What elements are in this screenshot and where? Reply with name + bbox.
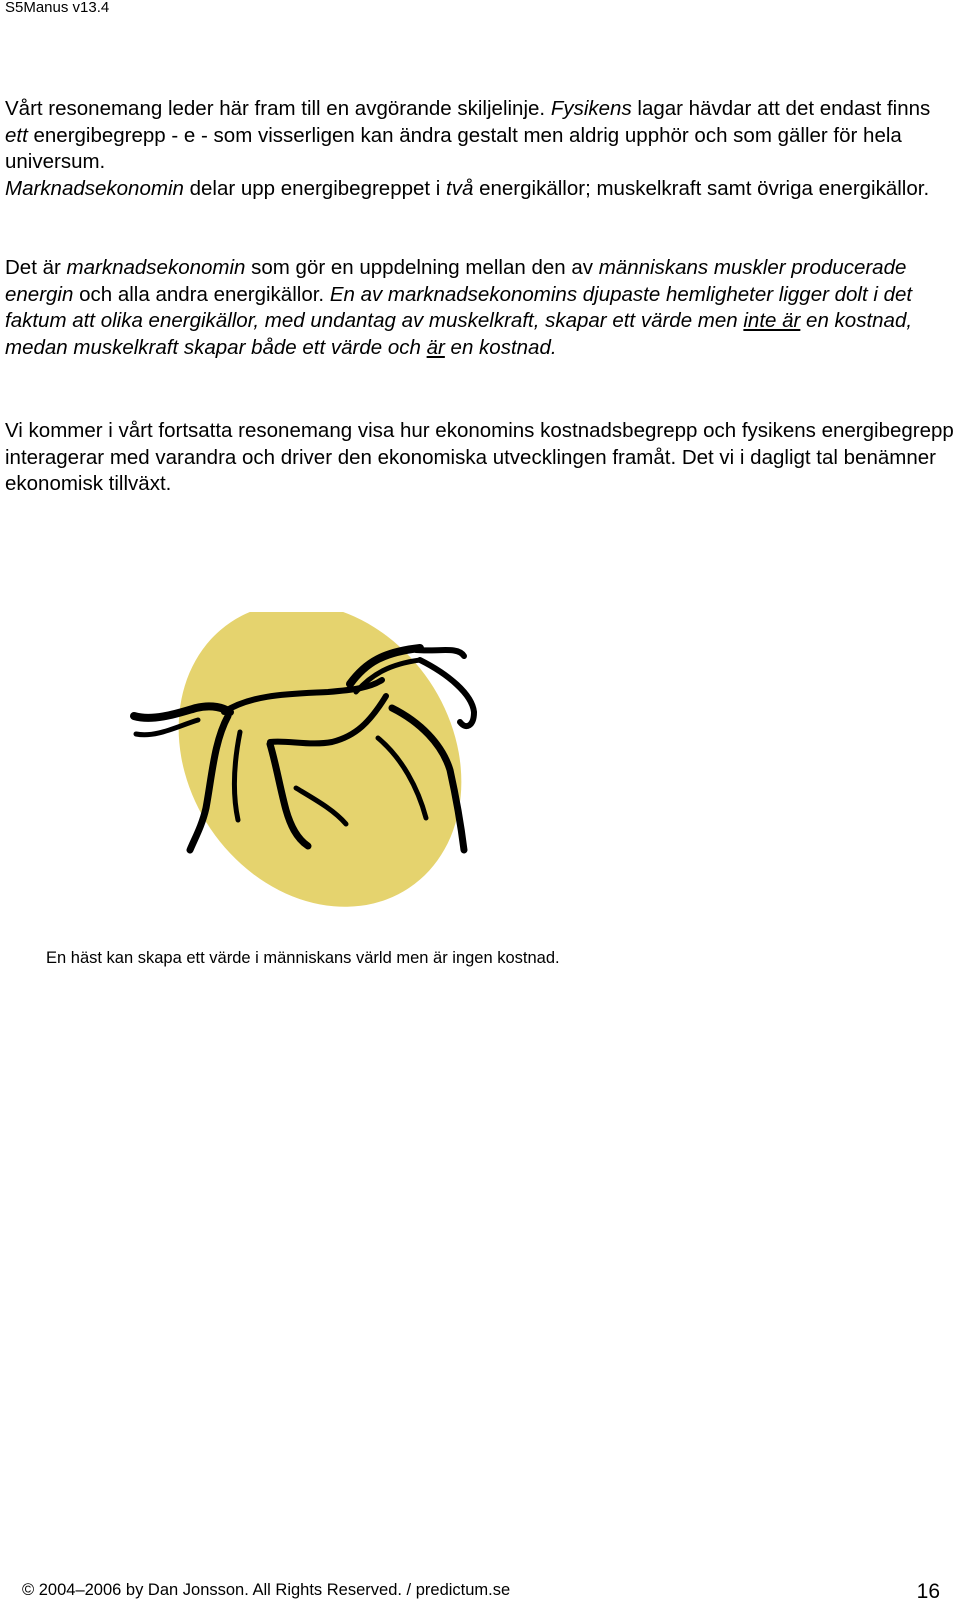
underlined-text: är	[426, 335, 445, 359]
text-span: Det är	[5, 256, 67, 279]
paragraph-2	[5, 255, 955, 361]
figure-caption: En häst kan skapa ett värde i människans värld men är ingen kostnad.	[46, 949, 560, 967]
horse-illustration-icon	[120, 612, 500, 912]
underlined-text: inte är	[743, 309, 801, 332]
emphasis: Fysikens	[550, 97, 632, 120]
text-span: delar upp energibegreppet i	[183, 176, 447, 200]
paragraph-1	[5, 96, 955, 202]
text-span: Vårt resonemang leder här fram till en avgörande skiljelinje.	[5, 97, 551, 120]
emphasis: marknadsekonomin	[66, 256, 246, 279]
paragraph-3	[5, 418, 955, 498]
text-span: som gör en uppdelning mellan den av	[245, 256, 599, 279]
text-span: energikällor; muskelkraft samt övriga energikällor.	[473, 176, 930, 200]
horse-figure	[120, 612, 500, 912]
text-span: och alla andra energikällor.	[73, 282, 330, 306]
footer-copyright: © 2004–2006 by Dan Jonsson. All Rights Reserved. / predictum.se	[22, 1581, 511, 1599]
paragraph-3-text: Vi kommer i vårt fortsatta resonemang visa hur ekonomins kostnadsbegrepp och fysikens energibegrepp interagerar med varandra och driver den ekonomiska utvecklingen framåt. Det vi i dagligt tal benämner ekonomisk tillväxt.	[5, 419, 954, 495]
emphasis: Marknadsekonomin	[5, 176, 184, 200]
emphasis: människans muskler producerade energin	[5, 256, 907, 306]
emphasis: två	[446, 176, 474, 200]
document-header: S5Manus v13.4	[5, 0, 110, 16]
emphasis: ett	[5, 123, 28, 147]
text-span: en kostnad.	[444, 335, 557, 359]
text-span: lagar hävdar att det endast finns	[631, 97, 931, 120]
text-span: energibegrepp - e - som visserligen kan ändra gestalt men aldrig upphör och som gäller för hela universum.	[5, 123, 902, 173]
text-span: en kostnad, medan muskelkraft skapar både ett värde och	[5, 309, 913, 359]
page-number: 16	[916, 1580, 940, 1603]
text-span: En av marknadsekonomins djupaste hemligheter ligger dolt i det faktum att olika energikällor, med undantag av muskelkraft, skapar ett värde men	[5, 282, 913, 332]
